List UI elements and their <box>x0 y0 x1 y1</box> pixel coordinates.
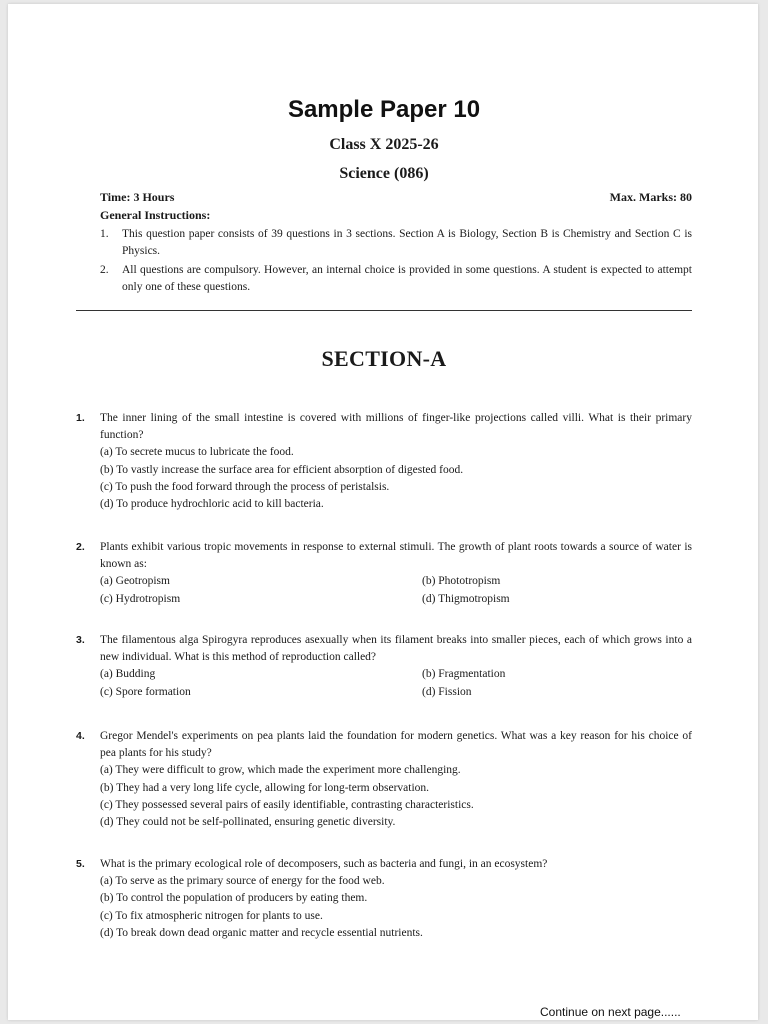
question-number: 3. <box>76 634 85 646</box>
option-a: (a) They were difficult to grow, which made the experiment more challenging. <box>100 764 461 777</box>
general-instructions-heading: General Instructions: <box>100 208 211 222</box>
instruction-number: 2. <box>100 264 109 276</box>
question-text: Plants exhibit various tropic movements in response to external stimuli. The growth of plant roots towards a source of water is known as: <box>100 541 692 571</box>
option-a: (a) To secrete mucus to lubricate the food. <box>100 446 294 459</box>
instruction-item <box>100 262 692 296</box>
question-3 <box>76 632 692 701</box>
option-a: (a) Budding <box>100 668 156 681</box>
instruction-text: This question paper consists of 39 questions in 3 sections. Section A is Biology, Section B is Chemistry and Section C is Physics. <box>122 228 692 257</box>
question-5 <box>76 856 692 942</box>
header-divider <box>76 310 692 311</box>
question-text: What is the primary ecological role of decomposers, such as bacteria and fungi, in an ecosystem? <box>100 858 548 870</box>
question-1 <box>76 410 692 513</box>
option-d: (d) To break down dead organic matter and recycle essential nutrients. <box>100 926 423 939</box>
meta-row <box>100 190 692 205</box>
question-number: 4. <box>76 730 85 742</box>
question-number: 5. <box>76 858 85 870</box>
option-c: (c) To push the food forward through the process of peristalsis. <box>100 480 390 493</box>
option-d: (d) They could not be self-pollinated, ensuring genetic diversity. <box>100 816 396 829</box>
instruction-item <box>100 226 692 260</box>
instruction-text: All questions are compulsory. However, an internal choice is provided in some questions. A student is expected to attempt only one of these questions. <box>122 264 692 293</box>
question-text: Gregor Mendel's experiments on pea plants laid the foundation for modern genetics. What was a key reason for his choice of pea plants for his study? <box>100 730 692 760</box>
question-number: 2. <box>76 541 85 553</box>
page-title: Sample Paper 10 <box>287 96 481 123</box>
option-b: (b) Phototropism <box>422 575 501 588</box>
question-number: 1. <box>76 412 85 424</box>
class-line: Class X 2025-26 <box>329 136 439 153</box>
option-c: (c) To fix atmospheric nitrogen for plants to use. <box>100 909 323 922</box>
option-c: (c) Hydrotropism <box>100 592 181 605</box>
option-b: (b) They had a very long life cycle, allowing for long-term observation. <box>100 781 430 794</box>
option-a: (a) To serve as the primary source of energy for the food web. <box>100 875 385 888</box>
option-d: (d) Fission <box>422 685 472 698</box>
question-2 <box>76 539 692 608</box>
option-c: (c) Spore formation <box>100 685 191 698</box>
option-b: (b) Fragmentation <box>422 668 506 681</box>
subject-line: Science (086) <box>339 165 429 182</box>
options-grid <box>100 666 692 700</box>
option-b: (b) To control the population of producers by eating them. <box>100 892 368 905</box>
instruction-number: 1. <box>100 228 109 240</box>
section-heading: SECTION-A <box>321 346 447 371</box>
option-d: (d) To produce hydrochloric acid to kill bacteria. <box>100 498 324 511</box>
option-a: (a) Geotropism <box>100 575 170 588</box>
option-c: (c) They possessed several pairs of easily identifiable, contrasting characteristics. <box>100 798 474 811</box>
time-label: Time: 3 Hours <box>100 190 175 204</box>
question-text: The filamentous alga Spirogyra reproduces asexually when its filament breaks into smaller pieces, each of which grows into a new individual. What is this method of reproduction called? <box>100 634 692 664</box>
option-b: (b) To vastly increase the surface area for efficient absorption of digested food. <box>100 463 464 476</box>
options-grid <box>100 573 692 607</box>
question-text: The inner lining of the small intestine is covered with millions of finger-like projections called villi. What is their primary function? <box>100 412 692 442</box>
continue-footer: Continue on next page...... <box>540 1005 681 1019</box>
question-4 <box>76 728 692 831</box>
option-d: (d) Thigmotropism <box>422 592 510 605</box>
max-marks-label: Max. Marks: 80 <box>609 190 692 204</box>
